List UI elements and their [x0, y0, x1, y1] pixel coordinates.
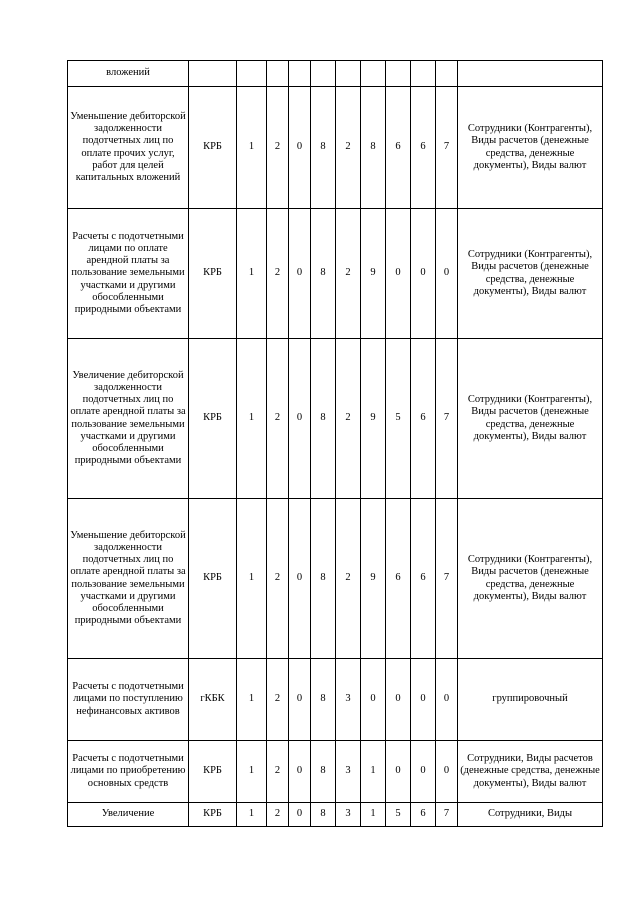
account-code-digit-cell: 0	[436, 209, 458, 339]
account-code-digit-cell: 2	[267, 659, 289, 741]
account-code-digit-cell: 0	[386, 741, 411, 803]
account-code-digit-cell: 1	[237, 741, 267, 803]
account-code-digit-cell: 2	[336, 339, 361, 499]
account-code-digit-cell: 3	[336, 659, 361, 741]
account-code-digit-cell: 1	[237, 339, 267, 499]
account-code-digit-cell: 6	[411, 499, 436, 659]
account-code-digit-cell	[289, 61, 311, 87]
account-code-digit-cell: 7	[436, 339, 458, 499]
account-code-digit-cell: 0	[289, 87, 311, 209]
account-name-cell: Расчеты с подотчетными лицами по оплате арендной платы за пользование земельными участками и другими обособленными природными объектами	[68, 209, 189, 339]
account-code-digit-cell: 6	[411, 87, 436, 209]
account-code-digit-cell: 8	[311, 339, 336, 499]
account-code-digit-cell	[237, 61, 267, 87]
account-code-digit-cell: 2	[336, 209, 361, 339]
account-code-digit-cell	[336, 61, 361, 87]
account-code-digit-cell: 9	[361, 499, 386, 659]
table-row	[68, 499, 603, 659]
table-row	[68, 209, 603, 339]
analytics-cell: Сотрудники (Контрагенты), Виды расчетов (денежные средства, денежные документы), Виды валют	[458, 209, 603, 339]
account-code-digit-cell: 0	[289, 659, 311, 741]
account-code-digit-cell	[361, 61, 386, 87]
account-code-digit-cell: 1	[237, 87, 267, 209]
account-name-cell: вложений	[68, 61, 189, 87]
table-row	[68, 741, 603, 803]
account-code-digit-cell: 0	[289, 741, 311, 803]
account-code-digit-cell: 3	[336, 741, 361, 803]
account-code-digit-cell	[267, 61, 289, 87]
account-code-digit-cell: 0	[436, 659, 458, 741]
account-name-cell: Расчеты с подотчетными лицами по поступлению нефинансовых активов	[68, 659, 189, 741]
table-row	[68, 339, 603, 499]
account-code-digit-cell: 6	[411, 339, 436, 499]
account-code-digit-cell: 0	[411, 741, 436, 803]
account-name-cell: Уменьшение дебиторской задолженности подотчетных лиц по оплате арендной платы за пользование земельными участками и другими обособленными природными объектами	[68, 499, 189, 659]
account-code-digit-cell: 0	[411, 659, 436, 741]
account-code-digit-cell: 0	[386, 659, 411, 741]
account-code-digit-cell: 5	[386, 339, 411, 499]
accounts-table	[67, 60, 603, 827]
account-code-digit-cell: 8	[311, 803, 336, 827]
account-code-digit-cell	[436, 61, 458, 87]
account-code-digit-cell: 0	[436, 741, 458, 803]
account-code-digit-cell: 8	[311, 741, 336, 803]
account-code-digit-cell: 9	[361, 339, 386, 499]
account-code-digit-cell: 9	[361, 209, 386, 339]
account-code-digit-cell: 2	[267, 803, 289, 827]
account-code-digit-cell: 0	[386, 209, 411, 339]
analytics-cell: Сотрудники (Контрагенты), Виды расчетов (денежные средства, денежные документы), Виды валют	[458, 499, 603, 659]
account-code-digit-cell: 2	[267, 87, 289, 209]
account-code-digit-cell: 2	[267, 209, 289, 339]
account-code-digit-cell: 1	[361, 803, 386, 827]
account-code-digit-cell: 8	[311, 209, 336, 339]
account-code-digit-cell	[411, 61, 436, 87]
analytics-cell: группировочный	[458, 659, 603, 741]
analytics-cell: Сотрудники, Виды	[458, 803, 603, 827]
analytics-cell	[458, 61, 603, 87]
account-code-digit-cell: 1	[237, 803, 267, 827]
account-code-digit-cell: 2	[336, 499, 361, 659]
account-code-digit-cell: 3	[336, 803, 361, 827]
account-type-cell: гКБК	[189, 659, 237, 741]
account-type-cell	[189, 61, 237, 87]
account-code-digit-cell: 7	[436, 87, 458, 209]
account-type-cell: КРБ	[189, 339, 237, 499]
account-code-digit-cell: 6	[386, 499, 411, 659]
account-code-digit-cell: 1	[237, 499, 267, 659]
account-code-digit-cell: 2	[267, 741, 289, 803]
table-row	[68, 659, 603, 741]
account-code-digit-cell: 8	[311, 659, 336, 741]
account-name-cell: Уменьшение дебиторской задолженности подотчетных лиц по оплате прочих услуг, работ для целей капитальных вложений	[68, 87, 189, 209]
account-code-digit-cell: 0	[361, 659, 386, 741]
account-code-digit-cell: 2	[267, 499, 289, 659]
account-code-digit-cell	[311, 61, 336, 87]
account-code-digit-cell: 0	[289, 803, 311, 827]
account-code-digit-cell: 7	[436, 803, 458, 827]
account-code-digit-cell: 0	[411, 209, 436, 339]
table-row	[68, 803, 603, 827]
account-code-digit-cell: 1	[237, 209, 267, 339]
account-code-digit-cell: 0	[289, 209, 311, 339]
table-row	[68, 87, 603, 209]
account-code-digit-cell: 6	[411, 803, 436, 827]
account-type-cell: КРБ	[189, 499, 237, 659]
account-code-digit-cell: 8	[361, 87, 386, 209]
account-code-digit-cell: 2	[267, 339, 289, 499]
table-body	[68, 61, 603, 827]
account-code-digit-cell: 0	[289, 339, 311, 499]
account-code-digit-cell	[386, 61, 411, 87]
account-code-digit-cell: 1	[237, 659, 267, 741]
account-type-cell: КРБ	[189, 803, 237, 827]
analytics-cell: Сотрудники, Виды расчетов (денежные средства, денежные документы), Виды валют	[458, 741, 603, 803]
account-name-cell: Увеличение дебиторской задолженности подотчетных лиц по оплате арендной платы за пользование земельными участками и другими обособленными природными объектами	[68, 339, 189, 499]
account-code-digit-cell: 2	[336, 87, 361, 209]
account-code-digit-cell: 8	[311, 499, 336, 659]
account-type-cell: КРБ	[189, 741, 237, 803]
account-name-cell: Увеличение	[68, 803, 189, 827]
account-name-cell: Расчеты с подотчетными лицами по приобретению основных средств	[68, 741, 189, 803]
account-code-digit-cell: 0	[289, 499, 311, 659]
table-row	[68, 61, 603, 87]
account-code-digit-cell: 1	[361, 741, 386, 803]
account-code-digit-cell: 5	[386, 803, 411, 827]
analytics-cell: Сотрудники (Контрагенты), Виды расчетов (денежные средства, денежные документы), Виды валют	[458, 87, 603, 209]
analytics-cell: Сотрудники (Контрагенты), Виды расчетов (денежные средства, денежные документы), Виды валют	[458, 339, 603, 499]
account-type-cell: КРБ	[189, 209, 237, 339]
account-code-digit-cell: 6	[386, 87, 411, 209]
account-code-digit-cell: 7	[436, 499, 458, 659]
account-code-digit-cell: 8	[311, 87, 336, 209]
account-type-cell: КРБ	[189, 87, 237, 209]
